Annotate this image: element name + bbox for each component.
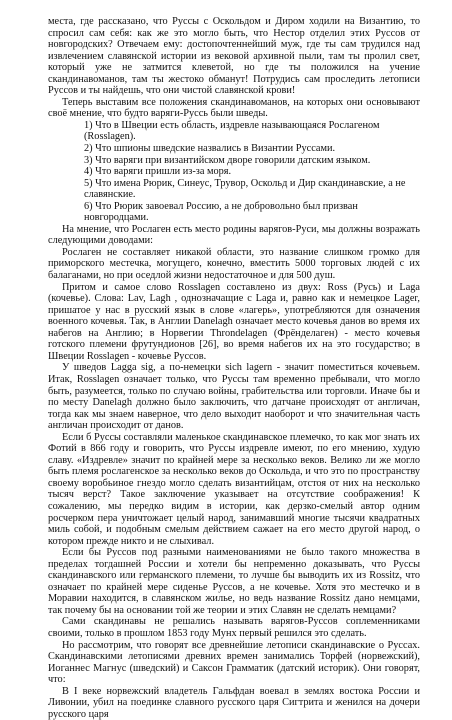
paragraph-1: места, где рассказано, что Руссы с Оскольдом и Диром ходили на Византию, то спросил сам себя: как же это могло быть, что Нестор отделил этих Руссов от новгородских? Отвечаем ему: достопочтеннейший муж, где ты сам трудился над извлечением славянской истории из вековой архивной пыли, там ты пролил свет, который уже не затмится клеветой, но где ты положился на учение скандинавоманов, там ты жестоко обманут! Потрудись сам проследить летописи Руссов и ты найдешь, что они чистой славянской крови! <box>48 16 420 97</box>
list-item: 6) Что Рюрик завоевал Россию, а не добровольно был призван новгородцами. <box>84 200 358 224</box>
list-item: 5) Что имена Рюрик, Синеус, Трувор, Оскольд и Дир скандинавские, а не славянские. <box>84 177 406 201</box>
paragraph-4: Рослаген не составляет никакой области, это название слишком громко для приморского местечка, могущего, конечно, вместить 5000 торговых людей с их балаганами, но при оседлой жизни недостаточное и для 500 душ. <box>48 246 420 282</box>
paragraph-8: Если бы Руссов под разными наименованиями не было такого множества в пределах тогдашней России и хотели бы непременно доказывать, что Руссы скандинавского или германского племени, то лучше бы выводить их из Rossitz, что означает по крайней мере сиденье Руссов, а не кочевье. Хотя это местечко и в Моравии находится, в славянском жилье, но ведь название Rossitz дано немцами, так почему бы на основании той же теории и этих Славян не сделать немцами? <box>48 547 420 616</box>
paragraph-3: На мнение, что Рослаген есть место родины варягов-Руси, мы должны возражать следующими доводами: <box>48 223 420 247</box>
paragraph-11: В I веке норвежский владетель Гальфдан воевал в землях востока России и Ливонии, убил на поединке славного русского царя Сигтрита и женился на дочери русского царя <box>48 685 420 720</box>
paragraph-9: Сами скандинавы не решались называть варягов-Руссов соплеменниками своими, только в прошлом 1853 году Мунх первый решился это сделать. <box>48 616 420 639</box>
paragraph-6: У шведов Lagga sig, а по-немецки sich lagern - значит поместиться кочевьем. Итак, Rosslagen означает только, что Руссы там временно пребывали, что могло быть, разумеется, только по случаю войны, грабительства или торговли. Иначе бы и по месту Danelagh должно было заключить, что датчане происходят от англичан, тогда как мы знаем наверное, что дело выходит наоборот и что значительная часть англичан происходит от данов. <box>48 362 420 432</box>
paragraph-5: Притом и самое слово Rosslagen составлено из двух: Ross (Русь) и Laga (кочевье). Слова: Lav, Lagh , однозначащие с Laga и, равно как и немецкое Lager, пришатое у нас в русский язык в слове «лагерь», употребляются для означения военного кочевья. Так, в Англии Danelagh означает место кочевья данов во время их набегов на Англию; в Норвегии Throndelagen (Фрёнделаген) - место кочевья готского племени фрутундионов [26], во время набегов их на это государство; в Швеции Rosslagen - кочевье Руссов. <box>48 281 420 362</box>
claims-list <box>48 120 420 224</box>
paragraph-2: Теперь выставим все положения скандинавоманов, на которых они основывают своё мнение, что будто варяги-Руссь были шведы. <box>48 96 420 120</box>
list-item: 4) Что варяги пришли из-за моря. <box>84 166 232 178</box>
paragraph-10: Но рассмотрим, что говорят все древнейшие летописи скандинавские о Руссах. Скандинавскими летописями древних времен занимались Торфей (норвежский), Иоганнес Магнус (шведский) и Саксон Грамматик (датский историк). Они говорят, что: <box>48 639 420 686</box>
list-item: 2) Что шпионы шведские назвались в Византии Руссами. <box>84 143 336 155</box>
list-item: 1) Что в Швеции есть область, издревле называющаяся Рослагеном (Rosslagen). <box>84 119 380 143</box>
list-item: 3) Что варяги при византийском дворе говорили датским языком. <box>84 154 371 166</box>
paragraph-7: Если б Руссы составляли маленькое скандинавское племечко, то как мог знать их Фотий в 866 году и говорить, что Руссы издревле имеют, по его мнению, худую славу. «Издревле» значит по крайней мере за несколько веков. Велико ли же могло быть племя рослагенское за несколько веков до Оскольда, и что это по пространству своему воробьиное гнездо могло сделать византийцам, отстоя от них на несколько тысяч верст? Такое заключение указывает на отсутствие соображения! К сожалению, мы передко видим в истории, как дерзко-смелый автор одним росчерком пера уничтожает целый народ, занимавший многие тысячи квадратных миль собой, и подобным смелым действием сажает на его место другой народ, о котором прежде никто и не слыхивал. <box>48 431 420 547</box>
